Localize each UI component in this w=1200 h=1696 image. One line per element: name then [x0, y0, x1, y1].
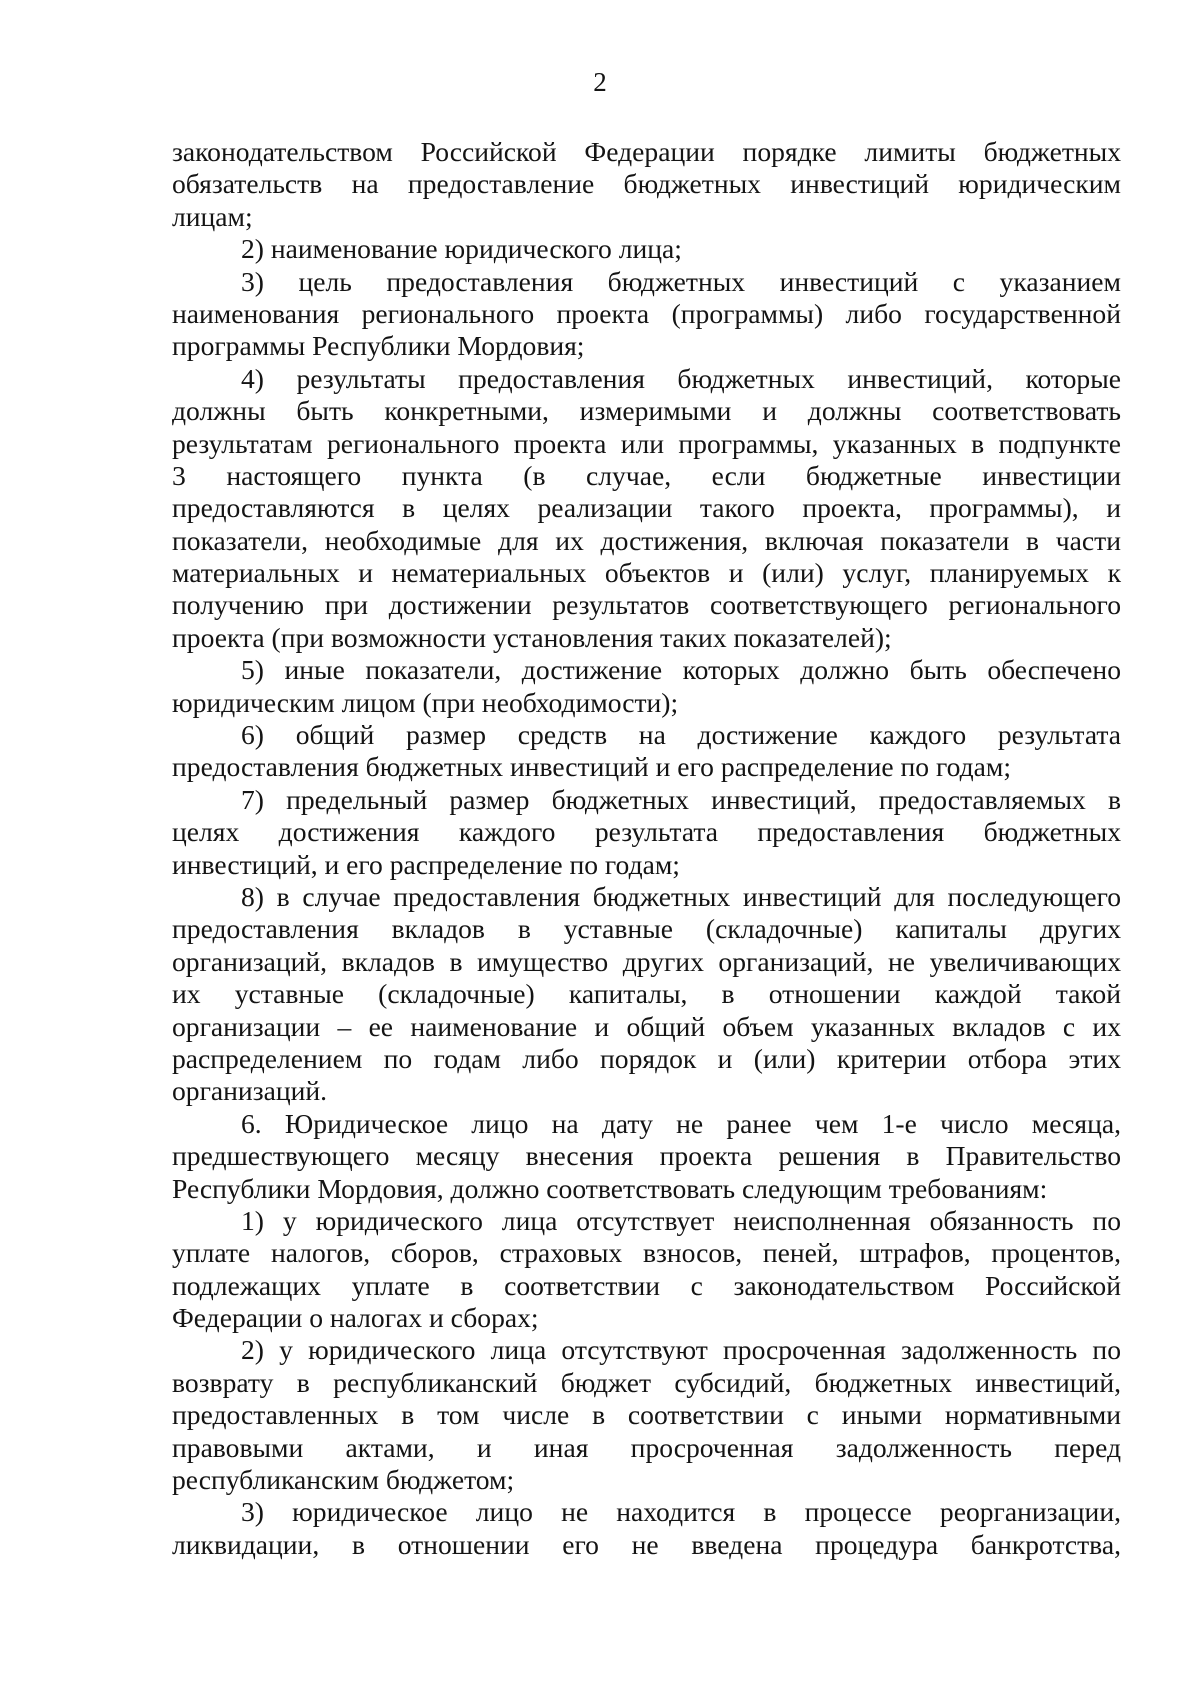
text-line: их уставные (складочные) капиталы, в отношении каждой такой: [172, 978, 1121, 1010]
text-line: предоставления бюджетных инвестиций и его распределение по годам;: [172, 751, 1012, 783]
text-line: Федерации о налогах и сборах;: [172, 1302, 539, 1334]
text-line: распределением по годам либо порядок и (или) критерии отбора этих: [172, 1042, 1121, 1074]
text-line: Республики Мордовия, должно соответствовать следующим требованиям:: [172, 1172, 1048, 1204]
text-line: организации – ее наименование и общий объем указанных вкладов с их: [172, 1010, 1121, 1042]
text-line: материальных и нематериальных объектов и (или) услуг, планируемых к: [172, 557, 1121, 589]
text-line: результатам регионального проекта или программы, указанных в подпункте: [172, 427, 1121, 459]
text-line: ликвидации, в отношении его не введена процедура банкротства,: [172, 1528, 1121, 1560]
text-line: 3) цель предоставления бюджетных инвестиций с указанием: [241, 265, 1121, 297]
text-line: законодательством Российской Федерации порядке лимиты бюджетных: [172, 136, 1121, 167]
text-line: организаций.: [172, 1075, 328, 1107]
text-line: 3) юридическое лицо не находится в процессе реорганизации,: [241, 1496, 1121, 1528]
text-line: обязательств на предоставление бюджетных инвестиций юридическим: [172, 168, 1121, 200]
text-line: 2) наименование юридического лица;: [241, 233, 682, 265]
text-line: наименования регионального проекта (программы) либо государственной: [172, 297, 1121, 329]
text-line: предшествующего месяцу внесения проекта решения в Правительство: [172, 1140, 1121, 1172]
text-line: организаций, вкладов в имущество других организаций, не увеличивающих: [172, 945, 1121, 977]
text-line: проекта (при возможности установления таких показателей);: [172, 621, 892, 653]
text-line: предоставления вкладов в уставные (складочные) капиталы других: [172, 913, 1121, 945]
text-line: уплате налогов, сборов, страховых взносов, пеней, штрафов, процентов,: [172, 1237, 1121, 1269]
text-line: возврату в республиканский бюджет субсидий, бюджетных инвестиций,: [172, 1366, 1121, 1398]
text-line: правовыми актами, и иная просроченная задолженность перед: [172, 1431, 1121, 1463]
text-line: 4) результаты предоставления бюджетных инвестиций, которые: [241, 362, 1121, 394]
text-line: предоставленных в том числе в соответствии с иными нормативными: [172, 1399, 1121, 1431]
text-line: 3 настоящего пункта (в случае, если бюджетные инвестиции: [172, 459, 1121, 491]
text-line: программы Республики Мордовия;: [172, 330, 585, 362]
text-line: подлежащих уплате в соответствии с законодательством Российской: [172, 1269, 1121, 1301]
text-line: получению при достижении результатов соответствующего регионального: [172, 589, 1121, 621]
text-line: инвестиций, и его распределение по годам;: [172, 848, 680, 880]
text-line: 8) в случае предоставления бюджетных инвестиций для последующего: [241, 880, 1121, 912]
text-line: республиканским бюджетом;: [172, 1464, 515, 1496]
text-line: целях достижения каждого результата предоставления бюджетных: [172, 816, 1121, 848]
text-line: 6) общий размер средств на достижение каждого результата: [241, 719, 1121, 751]
text-line: 2) у юридического лица отсутствуют просроченная задолженность по: [241, 1334, 1121, 1366]
text-line: 6. Юридическое лицо на дату не ранее чем 1-е число месяца,: [241, 1107, 1121, 1139]
text-line: предоставляются в целях реализации такого проекта, программы), и: [172, 492, 1121, 524]
page-number: 2: [593, 67, 607, 97]
text-line: 1) у юридического лица отсутствует неисполненная обязанность по: [241, 1204, 1121, 1236]
text-line: юридическим лицом (при необходимости);: [172, 686, 679, 718]
text-line: 7) предельный размер бюджетных инвестиций, предоставляемых в: [241, 783, 1121, 815]
text-line: показатели, необходимые для их достижения, включая показатели в части: [172, 524, 1121, 556]
text-line: лицам;: [172, 200, 253, 232]
text-line: 5) иные показатели, достижение которых должно быть обеспечено: [241, 654, 1121, 686]
text-line: должны быть конкретными, измеримыми и должны соответствовать: [172, 395, 1121, 427]
document-body: [172, 136, 1121, 1561]
